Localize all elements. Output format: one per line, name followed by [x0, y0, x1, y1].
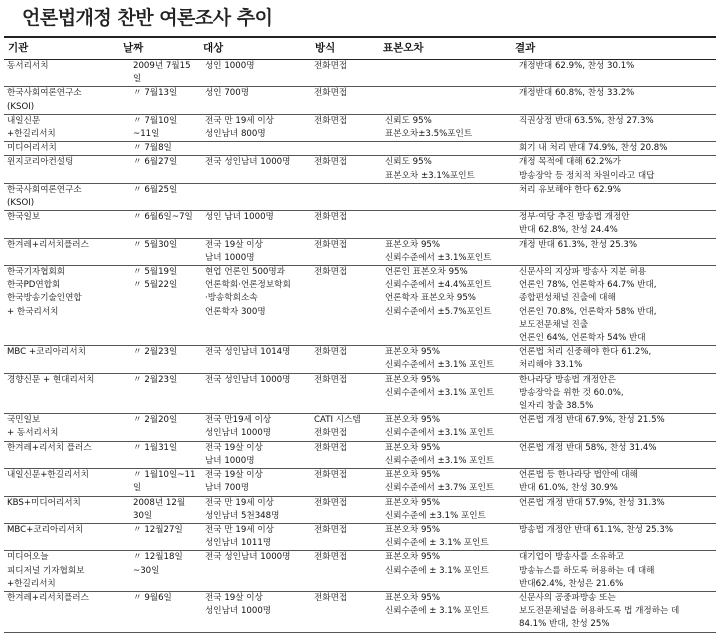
date-cell: 〃 6월6일~7일 [119, 211, 199, 238]
result-cell: 정부·여당 추진 방송법 개정안 반대 62.8%, 찬성 24.4% [511, 211, 716, 238]
table-row [4, 373, 716, 414]
target-cell: 전국 19살 이상 남녀 700명 [199, 469, 311, 496]
method-cell: 전화면접 [311, 551, 379, 592]
target-cell: 전국 성인남녀 1000명 [199, 373, 311, 414]
header-org: 기관 [4, 37, 119, 60]
date-cell: 〃 2월23일 [119, 346, 199, 373]
result-cell: 신문사의 공중파방송 또는 보도전문채널을 허용하도록 법 개정하는 데 84.1% 반대, 찬성 25% [511, 591, 716, 632]
result-cell: 대기업이 방송사를 소유하고 방송뉴스를 하도록 허용하는 데 대해 반대62.4%, 찬성은 21.6% [511, 551, 716, 592]
error-cell: 표본오차 95% 신뢰수준에서 ±3.7% 포인트 [379, 469, 511, 496]
error-cell: 언론인 표본오차 95% 신뢰수준에서 ±4.4%포인트 언론학자 표본오차 95% 신뢰수준에서 ±5.7%포인트 [379, 266, 511, 346]
date-cell: 〃 9월6일 [119, 591, 199, 632]
date-cell: 〃 6월25일 [119, 183, 199, 210]
org-cell: 한겨레+리서치플러스 [4, 591, 119, 632]
result-cell: 직권상정 반대 63.5%, 찬성 27.3% [511, 114, 716, 141]
result-cell: 언론법 처리 신중해야 한다 61.2%, 처리해야 33.1% [511, 346, 716, 373]
table-row [4, 469, 716, 496]
method-cell: 전화면접 [311, 114, 379, 141]
method-cell: 전화면접 [311, 211, 379, 238]
error-cell [379, 183, 511, 210]
org-cell: 미디어리서치 [4, 142, 119, 156]
org-cell: 윈지코리아컨설팅 [4, 156, 119, 183]
error-cell [379, 87, 511, 114]
error-cell: 표본오차 95% 신뢰수준에서 ±3.1%포인트 [379, 238, 511, 265]
org-cell: 한국사회여론연구소 (KSOI) [4, 183, 119, 210]
result-cell: 언론법 개정 반대 57.9%, 찬성 31.3% [511, 496, 716, 523]
method-cell [311, 183, 379, 210]
org-cell: 국민일보 + 동서리서치 [4, 414, 119, 441]
date-cell: 〃 12월27일 [119, 523, 199, 550]
table-row [4, 183, 716, 210]
error-cell: 표본오차 95% 신뢰수준에 ±3.1% 포인트 [379, 496, 511, 523]
target-cell: 전국 만 19세 이상 성인남녀 1011명 [199, 523, 311, 550]
target-cell: 전국 만 19세 이상 성인남녀 5천348명 [199, 496, 311, 523]
error-cell: 표본오차 95% 신뢰수준에 ± 3.1% 포인트 [379, 523, 511, 550]
date-cell: 2008년 12월30일 [119, 496, 199, 523]
target-cell: 전국 성인남녀 1014명 [199, 346, 311, 373]
method-cell: CATI 시스템 전화면접 [311, 414, 379, 441]
target-cell: 전국 성인남녀 1000명 [199, 156, 311, 183]
header-target: 대상 [199, 37, 311, 60]
method-cell: 전화면접 [311, 373, 379, 414]
result-cell: 개정반대 60.8%, 찬성 33.2% [511, 87, 716, 114]
target-cell: 전국 19살 이상 남녀 1000명 [199, 238, 311, 265]
date-cell: 〃 2월23일 [119, 373, 199, 414]
org-cell: MBC+코리아리서치 [4, 523, 119, 550]
date-cell: 〃 1월31일 [119, 441, 199, 468]
table-row [4, 156, 716, 183]
error-cell [379, 60, 511, 87]
method-cell: 전화면접 [311, 156, 379, 183]
header-method: 방식 [311, 37, 379, 60]
org-cell: MBC +코리아리서치 [4, 346, 119, 373]
target-cell [199, 183, 311, 210]
org-cell: 한국사회여론연구소 (KSOI) [4, 87, 119, 114]
date-cell: 〃 7월8일 [119, 142, 199, 156]
error-cell: 표본오차 95% 신뢰수준에 ± 3.1% 포인트 [379, 591, 511, 632]
table-header-row [4, 37, 716, 60]
date-cell: 〃 7월10일 ~11일 [119, 114, 199, 141]
date-cell: 〃 6월27일 [119, 156, 199, 183]
result-cell: 언론법 개정 반대 67.9%, 찬성 21.5% [511, 414, 716, 441]
target-cell: 성인 남녀 1000명 [199, 211, 311, 238]
page-title: 언론법개정 찬반 여론조사 추이 [22, 7, 273, 29]
method-cell: 전화면접 [311, 591, 379, 632]
table-row [4, 551, 716, 592]
survey-table [4, 36, 716, 633]
header-date: 날짜 [119, 37, 199, 60]
table-row [4, 211, 716, 238]
method-cell: 전화면접 [311, 441, 379, 468]
table-row [4, 114, 716, 141]
method-cell [311, 142, 379, 156]
method-cell: 전화면접 [311, 496, 379, 523]
org-cell: 한겨레+리서치 플러스 [4, 441, 119, 468]
result-cell: 처리 유보해야 한다 62.9% [511, 183, 716, 210]
table-row [4, 496, 716, 523]
target-cell: 전국 19살 이상 남녀 1000명 [199, 441, 311, 468]
error-cell: 표본오차 95% 신뢰수준에서 ±3.1% 포인트 [379, 373, 511, 414]
result-cell: 언론법 등 한나라당 법안에 대해 반대 61.0%, 찬성 30.9% [511, 469, 716, 496]
result-cell: 언론법 개정 반대 58%, 찬성 31.4% [511, 441, 716, 468]
method-cell: 전화면접 [311, 469, 379, 496]
target-cell [199, 142, 311, 156]
org-cell: KBS+미디어리서치 [4, 496, 119, 523]
target-cell: 전국 만19세 이상 성인남녀 1000명 [199, 414, 311, 441]
org-cell: 동서리서치 [4, 60, 119, 87]
error-cell: 신뢰도 95% 표본오차±3.5%포인트 [379, 114, 511, 141]
org-cell: 미디어오늘 피디저널 기자협회보 +한길리서치 [4, 551, 119, 592]
org-cell: 한국기자협회회 한국PD연합회 한국방송기술인연합 + 한국리서치 [4, 266, 119, 346]
org-cell: 경향신문 + 현대리서치 [4, 373, 119, 414]
error-cell [379, 142, 511, 156]
org-cell: 내일신문 +한길리서치 [4, 114, 119, 141]
method-cell: 전화면접 [311, 87, 379, 114]
error-cell: 표본오차 95% 신뢰수준에서 ±3.1% 포인트 [379, 346, 511, 373]
target-cell: 성인 1000명 [199, 60, 311, 87]
target-cell: 전국 만 19세 이상 성인남녀 800명 [199, 114, 311, 141]
table-row [4, 591, 716, 632]
result-cell: 개정 반대 61.3%, 찬성 25.3% [511, 238, 716, 265]
table-row [4, 87, 716, 114]
date-cell: 〃 5월30일 [119, 238, 199, 265]
org-cell: 한국일보 [4, 211, 119, 238]
header-result: 결과 [511, 37, 716, 60]
table-row [4, 142, 716, 156]
table-row [4, 60, 716, 87]
result-cell: 회기 내 처리 반대 74.9%, 찬성 20.8% [511, 142, 716, 156]
target-cell: 전국 성인남녀 1000명 [199, 551, 311, 592]
target-cell: 현업 언론인 500명과 언론학회·언론정보학회 ·방송학회소속 언론학자 300명 [199, 266, 311, 346]
table-row [4, 414, 716, 441]
result-cell: 방송법 개정안 반대 61.1%, 찬성 25.3% [511, 523, 716, 550]
table-row [4, 441, 716, 468]
error-cell: 표본오차 95% 신뢰수준에서 ±3.1% 포인트 [379, 441, 511, 468]
method-cell: 전화면접 [311, 60, 379, 87]
date-cell: 〃 1월10일~11일 [119, 469, 199, 496]
date-cell: 〃 5월19일 〃 5월22일 [119, 266, 199, 346]
method-cell: 전화면접 [311, 523, 379, 550]
target-cell: 전국 19살 이상 성인남녀 1000명 [199, 591, 311, 632]
target-cell: 성인 700명 [199, 87, 311, 114]
header-sampling-error: 표본오차 [379, 37, 511, 60]
table-row [4, 238, 716, 265]
error-cell [379, 211, 511, 238]
error-cell: 표본오차 95% 신뢰수준에서 ±3.1% 포인트 [379, 414, 511, 441]
table-row [4, 346, 716, 373]
method-cell: 전화면접 [311, 266, 379, 346]
result-cell: 개정 목적에 대해 62.2%가 방송장악 등 정치적 차원이라고 대답 [511, 156, 716, 183]
error-cell: 신뢰도 95% 표본오차 ±3.1%포인트 [379, 156, 511, 183]
date-cell: 〃 12월18일~30일 [119, 551, 199, 592]
result-cell: 한나라당 방송법 개정안은 방송장악을 위한 것 60.0%, 일자리 창출 38.5% [511, 373, 716, 414]
table-row [4, 266, 716, 346]
date-cell: 〃 2월20일 [119, 414, 199, 441]
result-cell: 개정반대 62.9%, 찬성 30.1% [511, 60, 716, 87]
method-cell: 전화면접 [311, 238, 379, 265]
error-cell: 표본오차 95% 신뢰수준에 ± 3.1% 포인트 [379, 551, 511, 592]
org-cell: 한겨레+리서치플러스 [4, 238, 119, 265]
method-cell: 전화면접 [311, 346, 379, 373]
result-cell: 신문사의 지상파 방송사 지분 허용 언론인 78%, 언론학자 64.7% 반대, 종합편성채널 진출에 대해 언론인 70.8%, 언론학자 58% 반대, 보도전문채널 진출 언론인 64%, 언론학자 54% 반대 [511, 266, 716, 346]
date-cell: 〃 7월13일 [119, 87, 199, 114]
org-cell: 내일신문+한길리서치 [4, 469, 119, 496]
table-row [4, 523, 716, 550]
date-cell: 2009년 7월15일 [119, 60, 199, 87]
